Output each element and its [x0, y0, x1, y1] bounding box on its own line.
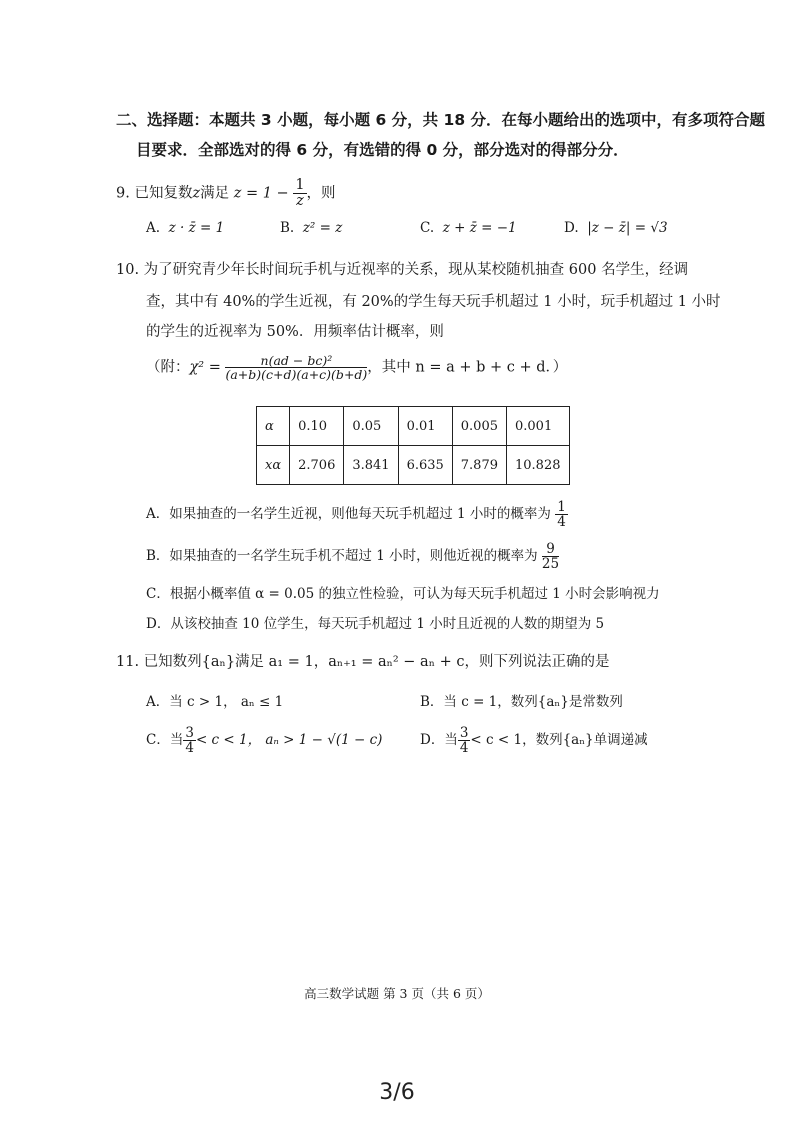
table-cell: 0.05: [344, 407, 398, 446]
fraction: $\frac{1}{4}$: [557, 499, 566, 531]
q11-option-a: A．当 c > 1， aₙ ≤ 1: [146, 694, 284, 710]
q9-option-d: D. |z − z̄| = √3: [564, 220, 668, 236]
table-cell: α: [257, 407, 290, 446]
table-cell: 10.828: [507, 446, 570, 485]
section-heading-line2: 目要求．全部选对的得 6 分，有选错的得 0 分，部分选对的得部分分．: [136, 141, 629, 159]
question-11-stem: 11. 已知数列{aₙ}满足 a₁ = 1，aₙ₊₁ = aₙ² − aₙ + c，则下列说法正确的是: [116, 654, 610, 670]
q11-option-c: C．当 $\frac{3}{4}$ < c < 1， aₙ > 1 − √(1 − c): [146, 725, 383, 757]
q10-option-b: B．如果抽查的一名学生玩手机不超过 1 小时，则他近视的概率为 $\frac{9}{25}$: [146, 541, 560, 573]
question-10-line1: 10. 为了研究青少年长时间玩手机与近视率的关系，现从某校随机抽查 600 名学生，经调: [116, 262, 689, 278]
equation-lhs: z = 1 −: [233, 185, 289, 202]
table-cell: 6.635: [398, 446, 452, 485]
table-cell: 2.706: [290, 446, 344, 485]
section-heading-line1: 二、选择题：本题共 3 小题，每小题 6 分，共 18 分．在每小题给出的选项中，有多项符合题: [116, 111, 766, 129]
table-cell: 0.10: [290, 407, 344, 446]
question-10-line2: 查，其中有 40%的学生近视，有 20%的学生每天玩手机超过 1 小时，玩手机超过 1 小时: [146, 294, 721, 310]
q10-option-a: A．如果抽查的一名学生近视，则他每天玩手机超过 1 小时的概率为 $\frac{1}{4}$: [146, 499, 566, 531]
chi-square-lhs: χ² =: [189, 359, 221, 376]
q11-option-d: D．当 $\frac{3}{4}$ < c < 1，数列{aₙ}单调递减: [420, 725, 648, 757]
table-row: [257, 407, 570, 446]
q10-option-d: D．从该校抽查 10 位学生，每天玩手机超过 1 小时且近视的人数的期望为 5: [146, 616, 605, 632]
question-number: 9.: [116, 185, 130, 202]
q9-option-a: A. z · z̄ = 1: [146, 220, 225, 236]
table-row: [257, 446, 570, 485]
question-10-line3: 的学生的近视率为 50%．用频率估计概率，则: [146, 324, 444, 340]
page-footer: 高三数学试题 第 3 页（共 6 页）: [304, 986, 490, 1001]
chi-square-fraction: $\frac{\text{n(ad − bc)²}}{(a+b)(c+d)(a+c)(b+d)}$: [225, 353, 368, 383]
table-cell: 0.01: [398, 407, 452, 446]
table-cell: 7.879: [452, 446, 506, 485]
table-cell: 0.001: [507, 407, 570, 446]
q9-option-c: C. z + z̄ = −1: [420, 220, 517, 236]
critical-value-table: [256, 406, 570, 485]
table-cell: 3.841: [344, 446, 398, 485]
stem-text: 已知复数: [134, 185, 193, 202]
table-cell: xα: [257, 446, 290, 485]
question-number: 10.: [116, 262, 140, 278]
fraction: $\frac{9}{25}$: [541, 541, 560, 573]
q11-option-b: B．当 c = 1，数列{aₙ}是常数列: [420, 694, 623, 710]
question-9-stem: [116, 178, 336, 209]
fraction: $\frac{3}{4}$: [459, 725, 469, 757]
chi-square-appendix: （附：χ² = $\frac{\text{n(ad − bc)²}}{(a+b)(c+d)(a+c)(b+d)}$ ，其中 n = a + b + c + d．）: [146, 353, 568, 383]
stem-text: ，则: [306, 185, 336, 202]
page-indicator: 3/6: [379, 1080, 415, 1105]
q10-option-c: C．根据小概率值 α = 0.05 的独立性检验，可认为每天玩手机超过 1 小时会影响视力: [146, 586, 660, 602]
var-z: z: [192, 185, 201, 202]
fraction: $\frac{3}{4}$: [185, 725, 194, 757]
fraction-1-over-z: $\frac{1}{z}$: [295, 177, 305, 210]
table-cell: 0.005: [452, 407, 506, 446]
stem-text: 满足: [200, 185, 230, 202]
question-number: 11.: [116, 654, 140, 670]
q9-option-b: B. z² = z: [280, 220, 343, 236]
